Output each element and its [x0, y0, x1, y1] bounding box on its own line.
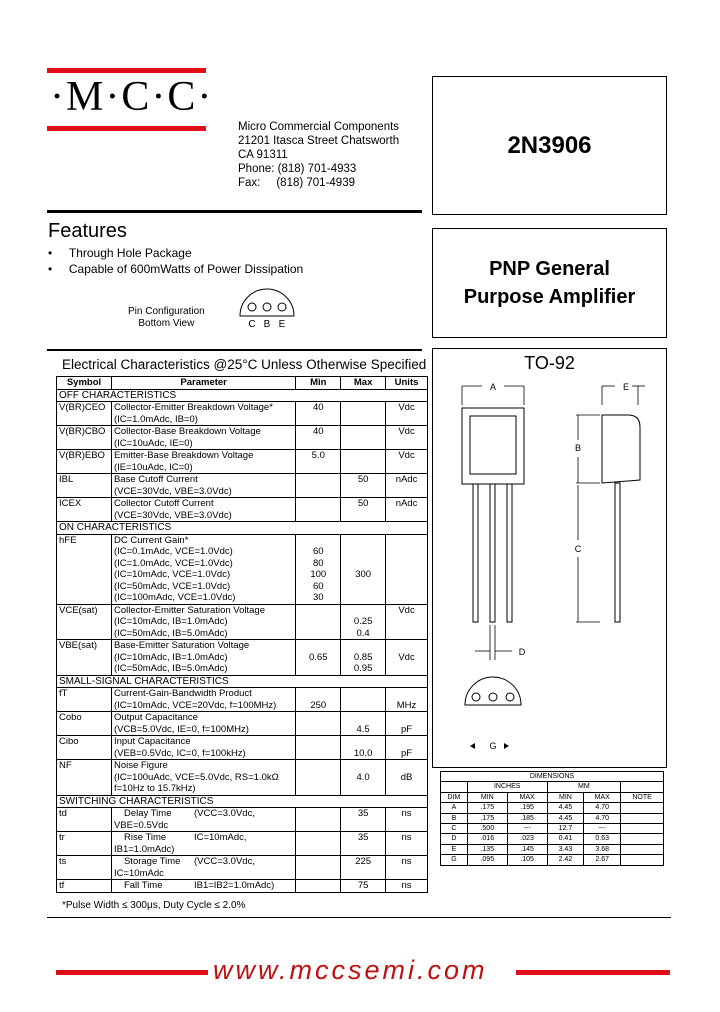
- logo-bottom-bar: [47, 126, 206, 131]
- table-row: C .500 --- 12.7 ---: [441, 824, 664, 834]
- description-line1: PNP General: [489, 258, 610, 280]
- table-row: fT Current-Gain-Bandwidth Product (IC=10mAdc, VCE=20Vdc, f=100MHz) 250 MHz: [57, 688, 428, 712]
- dimensions-table: DIMENSIONS INCHES MM DIM MIN MAX MIN MAX NOTE A .175 .195 4.45 4.70 B .175 .185 4.45 4.70 C .500 --- 12.7 --- D .016 .023 0.41 0.63 E .135 .145 3.43 3.68 G .095 .105 2.42 2.67: [440, 771, 664, 866]
- table-row: ICEX Collector Cutoff Current (VCE=30Vdc, VBE=3.0Vdc) 50 nAdc: [57, 498, 428, 522]
- feature-item: • Capable of 600mWatts of Power Dissipation: [48, 262, 304, 276]
- dim-a-label: A: [489, 382, 497, 392]
- dim-b-label: B: [574, 443, 582, 453]
- dim-g-label: G: [489, 741, 497, 751]
- pin-config-diagram: [232, 282, 302, 332]
- website-link[interactable]: www.mccsemi.com: [213, 955, 488, 985]
- dimensions-title: DIMENSIONS: [441, 772, 664, 782]
- dim-e-label: E: [622, 382, 630, 392]
- ec-header-row: [57, 377, 428, 390]
- table-row: Cobo Output Capacitance (VCB=5.0Vdc, IE=0, f=100MHz) 4.5 pF: [57, 712, 428, 736]
- feature-item: • Through Hole Package: [48, 246, 192, 260]
- col-symbol: Symbol: [57, 377, 112, 390]
- package-title: TO-92: [524, 353, 575, 373]
- table-row: E .135 .145 3.43 3.68: [441, 844, 664, 854]
- logo: ·M·C·C·: [50, 74, 214, 120]
- table-row: D .016 .023 0.41 0.63: [441, 834, 664, 844]
- dim-c-label: C: [574, 544, 582, 554]
- dimensions-header-row: DIM MIN MAX MIN MAX NOTE: [441, 792, 664, 802]
- features-title: Features: [48, 220, 127, 242]
- table-row: Cibo Input Capacitance (VEB=0.5Vdc, IC=0, f=100kHz) 10.0 pF: [57, 736, 428, 760]
- pin-config-label: Pin Configuration Bottom View: [128, 306, 205, 329]
- table-row: tr Rise Time IC=10mAdc, IB1=1.0mAdc) 35 ns: [57, 832, 428, 856]
- section-switching: SWITCHING CHARACTERISTICS: [57, 795, 428, 808]
- pin-b-label: B: [263, 319, 271, 330]
- section-small-signal: SMALL-SIGNAL CHARACTERISTICS: [57, 675, 428, 688]
- company-name: Micro Commercial Components: [238, 121, 400, 133]
- table-row: V(BR)CEO Collector-Emitter Breakdown Voltage* (IC=1.0mAdc, IB=0) 40 Vdc: [57, 402, 428, 426]
- table-row: hFE DC Current Gain* (IC=0.1mAdc, VCE=1.0Vdc) (IC=1.0mAdc, VCE=1.0Vdc) (IC=10mAdc, VCE=1.0Vdc) (IC=50mAdc, VCE=1.0Vdc) (IC=100mAdc, VCE=1.0Vdc) 60 80 100 60 30 300: [57, 534, 428, 604]
- table-row: V(BR)CBO Collector-Base Breakdown Voltage (IC=10uAdc, IE=0) 40 Vdc: [57, 426, 428, 450]
- table-row: VBE(sat) Base-Emitter Saturation Voltage (IC=10mAdc, IB=1.0mAdc) (IC=50mAdc, IB=5.0mAdc) 0.65 0.85 0.95 Vdc: [57, 640, 428, 676]
- table-row: B .175 .185 4.45 4.70: [441, 813, 664, 823]
- table-row: VCE(sat) Collector-Emitter Saturation Voltage (IC=10mAdc, IB=1.0mAdc) (IC=50mAdc, IB=5.0mAdc) 0.25 0.4 Vdc: [57, 604, 428, 640]
- table-row: tf Fall Time IB1=IB2=1.0mAdc) 75 ns: [57, 880, 428, 893]
- table-row: ts Storage Time (VCC=3.0Vdc, IC=10mAdc 225 ns: [57, 856, 428, 880]
- footer-bar-left: [56, 970, 208, 975]
- description-box: [432, 228, 667, 338]
- header-rule: [47, 210, 422, 213]
- dim-d-label: D: [518, 647, 526, 657]
- section-on: ON CHARACTERISTICS: [57, 522, 428, 535]
- table-row: IBL Base Cutoff Current (VCE=30Vdc, VBE=3.0Vdc) 50 nAdc: [57, 474, 428, 498]
- description-line2: Purpose Amplifier: [463, 286, 636, 308]
- table-row: td Delay Time (VCC=3.0Vdc, VBE=0.5Vdc 35 ns: [57, 808, 428, 832]
- table-row: A .175 .195 4.45 4.70: [441, 803, 664, 813]
- section-off: OFF CHARACTERISTICS: [57, 389, 428, 402]
- footer-bar-right: [516, 970, 670, 975]
- company-city: CA 91311: [238, 149, 288, 161]
- company-fax: Fax: (818) 701-4939: [238, 177, 355, 189]
- part-number: 2N3906: [507, 132, 592, 159]
- ec-title: Electrical Characteristics @25°C Unless Otherwise Specified: [62, 357, 427, 372]
- col-min: Min: [296, 377, 341, 390]
- table-row: V(BR)EBO Emitter-Base Breakdown Voltage (IE=10uAdc, IC=0) 5.0 Vdc: [57, 450, 428, 474]
- pin-c-label: C: [248, 319, 256, 330]
- company-street: 21201 Itasca Street Chatsworth: [238, 135, 400, 147]
- ec-rule: [47, 349, 422, 351]
- table-row: G .095 .105 2.42 2.67: [441, 855, 664, 865]
- col-parameter: Parameter: [111, 377, 295, 390]
- package-drawing: [440, 375, 660, 765]
- footer-rule: [47, 917, 671, 918]
- table-row: NF Noise Figure (IC=100uAdc, VCE=5.0Vdc, RS=1.0kΩ f=10Hz to 15.7kHz) 4.0 dB: [57, 760, 428, 796]
- company-phone: Phone: (818) 701-4933: [238, 163, 357, 175]
- company-address: [238, 120, 399, 190]
- part-number-box: [432, 76, 667, 215]
- footnote: *Pulse Width ≤ 300μs, Duty Cycle ≤ 2.0%: [62, 900, 246, 911]
- col-max: Max: [341, 377, 386, 390]
- col-units: Units: [386, 377, 428, 390]
- pin-e-label: E: [278, 319, 286, 330]
- ec-table: [56, 376, 428, 893]
